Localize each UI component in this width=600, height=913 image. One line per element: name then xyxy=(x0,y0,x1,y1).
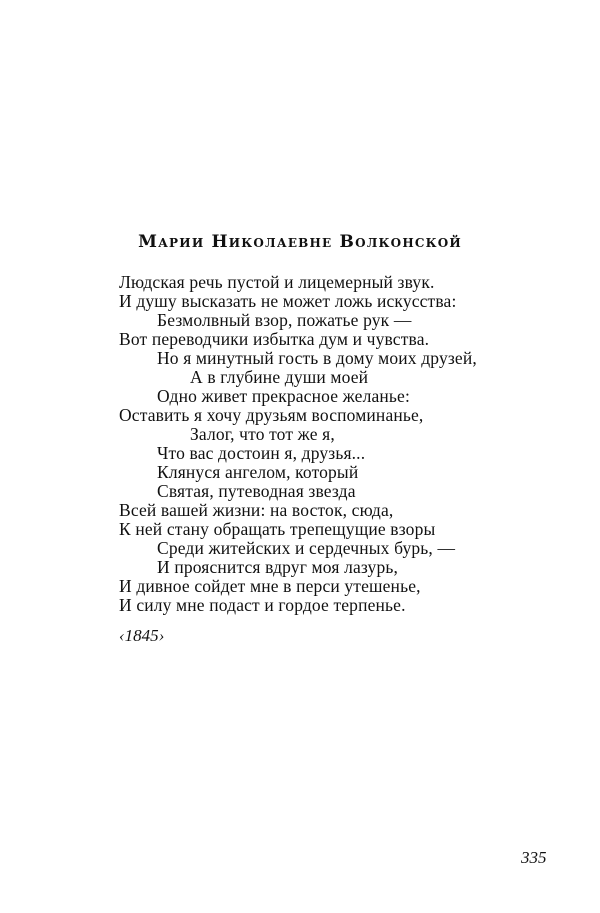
poem-line: Но я минутный гость в дому моих друзей, xyxy=(157,348,477,368)
poem-line: И дивное сойдет мне в перси утешенье, xyxy=(119,576,421,596)
poem-date: ‹1845› xyxy=(119,626,165,645)
poem-line: И прояснится вдруг моя лазурь, xyxy=(157,557,399,577)
poem-line: Что вас достоин я, друзья... xyxy=(157,443,366,463)
page-number: 335 xyxy=(521,848,547,867)
poem-line: Всей вашей жизни: на восток, сюда, xyxy=(119,500,394,520)
poem-line: А в глубине души моей xyxy=(190,367,369,387)
poem-line: Безмолвный взор, пожатье рук — xyxy=(157,310,412,330)
poem-title: Марии Николаевне Волконской xyxy=(138,232,462,252)
poem-line: Клянуся ангелом, который xyxy=(157,462,359,482)
poem-line: Оставить я хочу друзьям воспоминанье, xyxy=(119,405,424,425)
poem-line: Людская речь пустой и лицемерный звук. xyxy=(119,272,435,292)
poem-line: Святая, путеводная звезда xyxy=(157,481,356,501)
poem-line: Одно живет прекрасное желанье: xyxy=(157,386,410,406)
poem-line: К ней стану обращать трепещущие взоры xyxy=(119,519,436,539)
poem-line: И силу мне подаст и гордое терпенье. xyxy=(119,595,406,615)
poem-line: Вот переводчики избытка дум и чувства. xyxy=(119,329,430,349)
poem-line: Среди житейских и сердечных бурь, — xyxy=(157,538,456,558)
poem-line: Залог, что тот же я, xyxy=(190,424,335,444)
poem-line: И душу высказать не может ложь искусства: xyxy=(119,291,457,311)
